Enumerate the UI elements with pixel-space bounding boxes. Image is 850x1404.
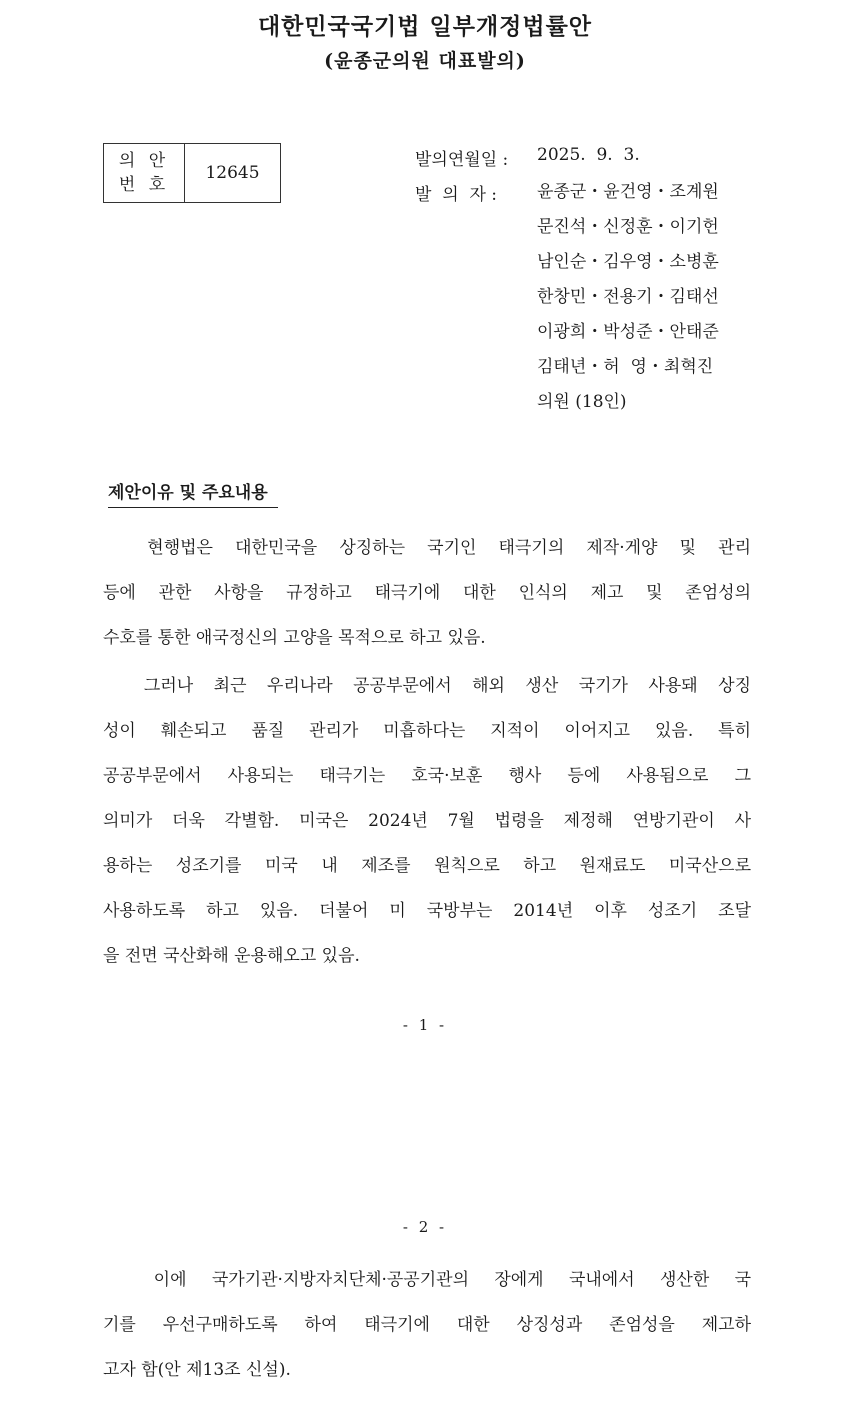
text-line: 용하는 성조기를 미국 내 제조를 원칙으로 하고 원재료도 미국산으로 bbox=[103, 856, 751, 876]
document-subtitle: (윤종군의원 대표발의) bbox=[324, 50, 526, 72]
text-line: 수호를 통한 애국정신의 고양을 목적으로 하고 있음. bbox=[103, 628, 486, 648]
text-line: 의미가 더욱 각별함. 미국은 2024년 7월 법령을 제정해 연방기관이 사 bbox=[103, 811, 751, 831]
text-line: 성이 훼손되고 품질 관리가 미흡하다는 지적이 이어지고 있음. 특히 bbox=[103, 721, 751, 741]
sponsor-label: 발 의 자 : bbox=[415, 185, 498, 205]
sponsor-line: 김태년・허 영・최혁진 bbox=[537, 357, 714, 377]
sponsor-count: 의원 (18인) bbox=[537, 392, 627, 412]
page-number: - 2 - bbox=[402, 1218, 448, 1236]
sponsor-line: 윤종군・윤건영・조계원 bbox=[537, 182, 719, 202]
text-line: 기를 우선구매하도록 하여 태극기에 대한 상징성과 존엄성을 제고하 bbox=[103, 1315, 751, 1335]
paragraph-proposal bbox=[103, 1258, 751, 1393]
sponsor-line: 문진석・신정훈・이기헌 bbox=[537, 217, 719, 237]
text-line: 그러나 최근 우리나라 공공부문에서 해외 생산 국기가 사용돼 상징 bbox=[103, 676, 751, 696]
section-heading: 제안이유 및 주요내용 bbox=[108, 478, 278, 508]
text-line: 이에 국가기관·지방자치단체·공공기관의 장에게 국내에서 생산한 국 bbox=[103, 1270, 751, 1290]
document-title: 대한민국국기법 일부개정법률안 bbox=[257, 13, 593, 40]
sponsor-list bbox=[537, 180, 777, 425]
sponsor-line: 남인순・김우영・소병훈 bbox=[537, 252, 719, 272]
text-line: 을 전면 국산화해 운용해오고 있음. bbox=[103, 946, 360, 966]
page-number: - 1 - bbox=[402, 1016, 448, 1034]
text-line: 현행법은 대한민국을 상징하는 국기인 태극기의 제작·게양 및 관리 bbox=[103, 538, 751, 558]
bill-number-label bbox=[104, 144, 185, 202]
proposal-date-label: 발의연월일 : bbox=[415, 150, 509, 170]
text-line: 사용하도록 하고 있음. 더불어 미 국방부는 2014년 이후 성조기 조달 bbox=[103, 901, 751, 921]
bill-number-box bbox=[103, 143, 281, 203]
proposal-date-value: 2025. 9. 3. bbox=[537, 145, 640, 165]
bill-number-label-line2: 번 호 bbox=[118, 175, 170, 195]
text-line: 공공부문에서 사용되는 태극기는 호국·보훈 행사 등에 사용됨으로 그 bbox=[103, 766, 751, 786]
bill-number-value: 12645 bbox=[205, 163, 260, 183]
text-line: 등에 관한 사항을 규정하고 태극기에 대한 인식의 제고 및 존엄성의 bbox=[103, 583, 751, 603]
sponsor-line: 이광희・박성준・안태준 bbox=[537, 322, 719, 342]
paragraph-background bbox=[103, 664, 751, 979]
bill-number-label-line1: 의 안 bbox=[118, 151, 170, 171]
text-line: 고자 함(안 제13조 신설). bbox=[103, 1360, 291, 1380]
sponsor-line: 한창민・전용기・김태선 bbox=[537, 287, 719, 307]
paragraph-purpose bbox=[103, 526, 751, 661]
